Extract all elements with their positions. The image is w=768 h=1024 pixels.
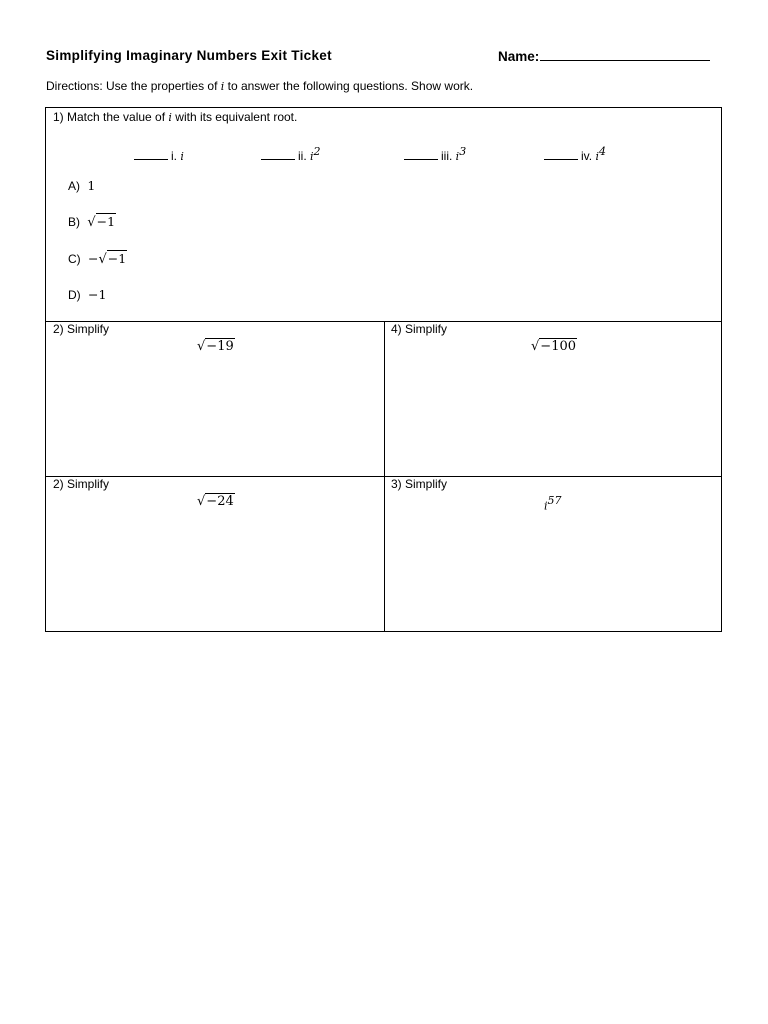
answer-blank[interactable]	[261, 149, 295, 160]
question-cell-top-left	[46, 321, 385, 477]
question-label: 3) Simplify	[391, 477, 448, 491]
variable-i: i	[220, 80, 225, 93]
header	[46, 48, 726, 68]
expression: $i^{57}$	[544, 494, 562, 513]
match-item: ii. $i^2$	[261, 145, 321, 163]
expression: √−19	[197, 339, 234, 354]
question-cell-bottom-left	[46, 476, 385, 631]
match-items	[46, 145, 721, 163]
question-cell-top-right	[384, 321, 721, 477]
answer-blank[interactable]	[404, 149, 438, 160]
questions-grid	[45, 107, 722, 632]
expression: √−24	[197, 494, 234, 509]
answer-blank[interactable]	[544, 149, 578, 160]
worksheet-title: Simplifying Imaginary Numbers Exit Ticket	[46, 48, 332, 63]
question-label: 4) Simplify	[391, 322, 448, 336]
answer-blank[interactable]	[134, 149, 168, 160]
question-label: 2) Simplify	[53, 477, 110, 491]
name-blank-line[interactable]	[540, 48, 710, 61]
directions: Directions: Use the properties of i to answer the following questions. Show work.	[46, 79, 474, 93]
name-field	[498, 48, 710, 64]
match-item: iv. $i^4$	[544, 145, 606, 163]
question-1	[46, 108, 721, 322]
name-label: Name:	[498, 49, 540, 64]
match-item: iii. $i^3$	[404, 145, 466, 163]
option-a: A) 1	[68, 178, 96, 193]
question-cell-bottom-right	[384, 476, 721, 631]
question-label: 2) Simplify	[53, 322, 110, 336]
option-d: D) −1	[68, 287, 107, 302]
question-1-prompt: 1) Match the value of i with its equivalent root.	[53, 110, 298, 124]
option-c: C) −√−1	[68, 251, 127, 267]
option-b: B) √−1	[68, 214, 116, 230]
expression: √−100	[531, 339, 577, 354]
match-item: i. i	[134, 145, 184, 163]
